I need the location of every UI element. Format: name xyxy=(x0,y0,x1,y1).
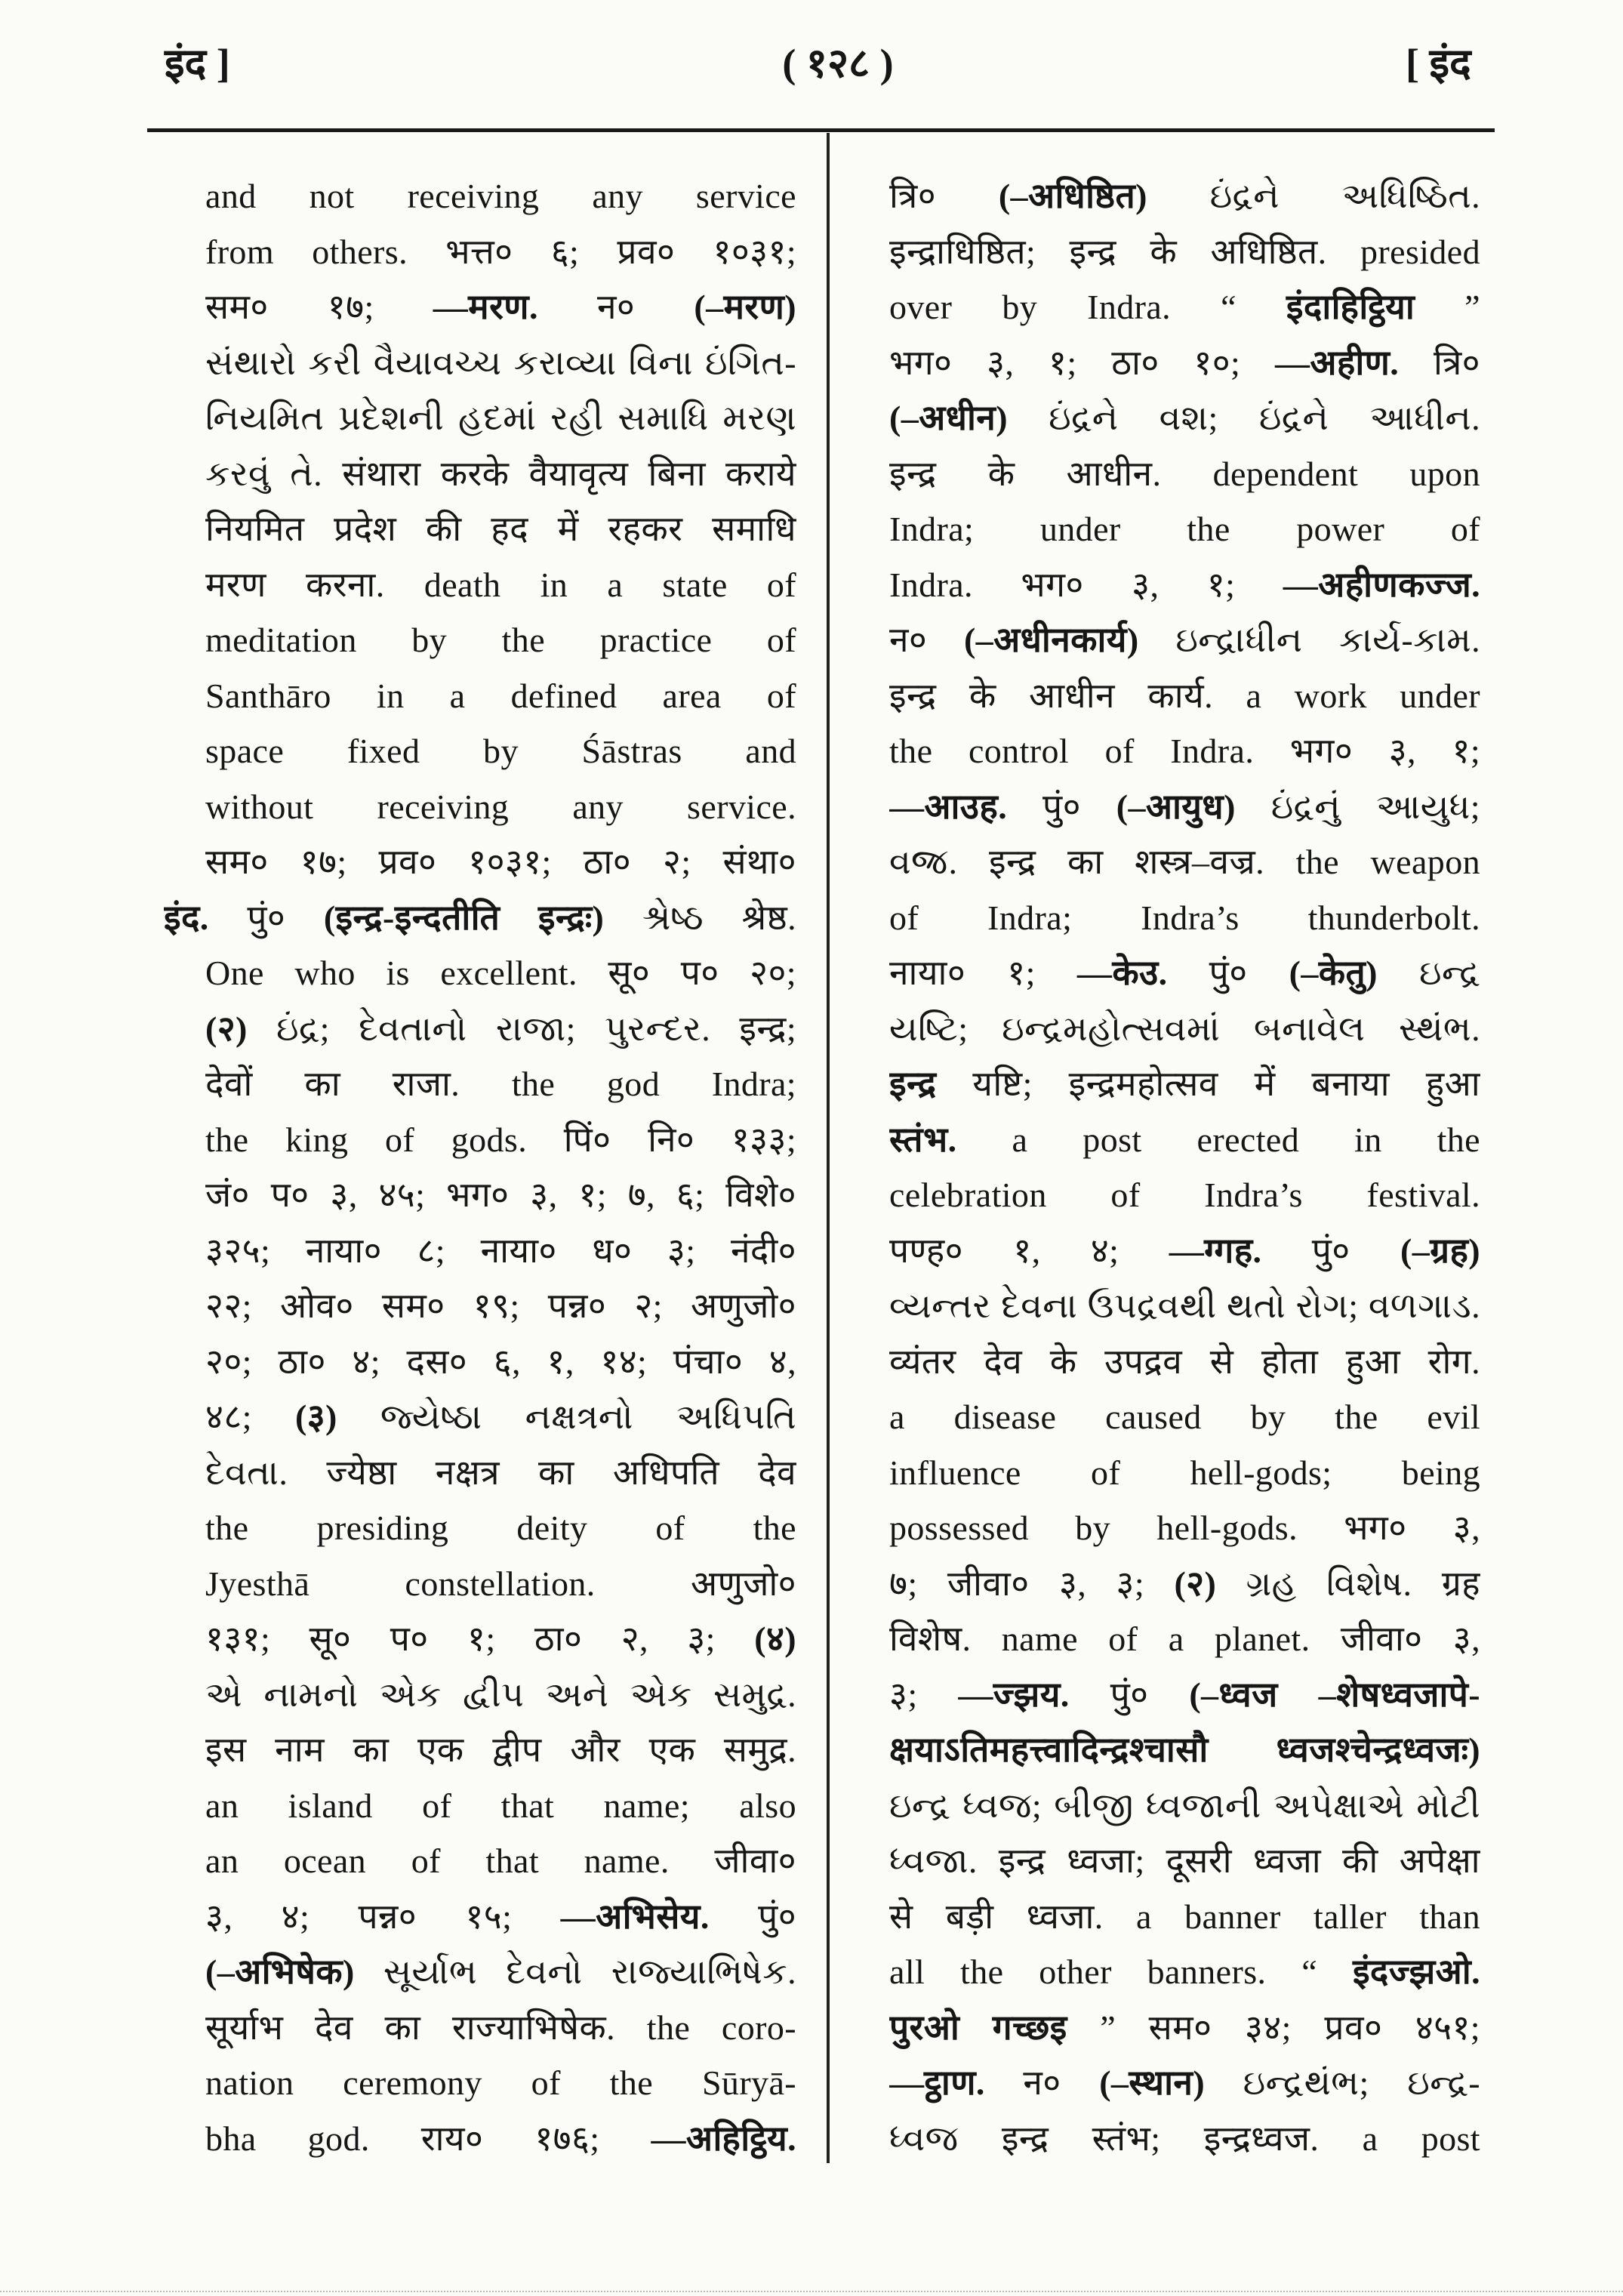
text-run: जं० प० ३, ४५; भग० ३, १; ७, ६; विशे० xyxy=(205,1176,796,1214)
text-run: २०; ठा० ४; दस० ६, १, १४; पंचा० ४, xyxy=(205,1342,796,1381)
left-column-line xyxy=(205,1944,796,2000)
text-run: पुं० xyxy=(208,898,324,937)
text-run: सूर्याभ देव का राज्याभिषेक. the coro- xyxy=(205,2008,796,2047)
right-column-line xyxy=(889,335,1480,391)
bold-text-run: —अभिसेय. xyxy=(560,1897,710,1936)
text-run: ઇંદ્ર; દેવતાનો રાજા; પુરન્દર. इन्द्र; xyxy=(247,1009,796,1048)
right-column-line xyxy=(889,1445,1480,1501)
left-column-line xyxy=(205,834,796,890)
left-column-line xyxy=(205,279,796,335)
right-column-line xyxy=(889,224,1480,280)
text-run: ७; जीवा० ३, ३; xyxy=(889,1564,1175,1603)
text-run: इन्द्राधिष्ठित; इन्द्र के अधिष्ठित. presided xyxy=(889,232,1480,271)
text-run: यष्टि; इन्द्रमहोत्सव में बनाया हुआ xyxy=(936,1065,1480,1103)
left-column-line xyxy=(205,1889,796,1945)
text-run: જ્યેષ્ઠા નક્ષત્રનો અધિપતિ xyxy=(337,1398,796,1436)
text-run: from others. भत्त० ६; प्रव० १०३१; xyxy=(205,232,796,271)
text-run: Santhāro in a defined area of xyxy=(205,676,796,715)
right-column-line xyxy=(889,1167,1480,1223)
text-run: ” xyxy=(1415,288,1480,326)
text-run: the king of gods. पिं० नि० १३३; xyxy=(205,1120,796,1159)
right-column-line xyxy=(889,557,1480,613)
text-run: Indra. भग० ३, १; xyxy=(889,565,1283,604)
left-column-line xyxy=(205,1556,796,1612)
text-run: an ocean of that name. जीवा० xyxy=(205,1841,796,1880)
left-column-line xyxy=(205,501,796,557)
text-run: ઇન્દ્ર ધ્વજ; બીજી ધ્વજાની અપેક્ષાએ મોટી xyxy=(889,1786,1480,1825)
text-run: देवों का राजा. the god Indra; xyxy=(205,1065,796,1103)
text-run: વ્યન્તર દેવના ઉપદ્રવથી થતો રોગ; વળગાડ. xyxy=(889,1287,1480,1325)
text-run: કરવું તે. संथारा करके वैयावृत्य बिना कराये xyxy=(205,454,796,493)
text-run: a post erected in the xyxy=(956,1120,1480,1159)
text-run: से बड़ी ध्वजा. a banner taller than xyxy=(889,1897,1480,1936)
right-column-line xyxy=(889,612,1480,668)
right-column-line xyxy=(889,1278,1480,1334)
bold-text-run: —ट्ठाण. xyxy=(889,2063,985,2102)
bold-text-run: इन्द्र xyxy=(889,1065,937,1103)
text-run: Indra; under the power of xyxy=(889,510,1480,548)
right-column-line xyxy=(889,1389,1480,1445)
column-divider xyxy=(827,133,830,2163)
bold-text-run: (४) xyxy=(754,1620,796,1658)
left-column-line xyxy=(205,224,796,280)
bold-text-run: (–केतु) xyxy=(1289,954,1378,992)
text-run: without receiving any service. xyxy=(205,787,796,826)
text-run: over by Indra. “ xyxy=(889,288,1286,326)
text-run: ४८; xyxy=(205,1398,295,1436)
text-run: એ નામનો એક દ્વીપ અને એક સમુદ્ર. xyxy=(205,1675,796,1714)
left-column-line xyxy=(205,2055,796,2111)
bold-text-run: इंदज्झओ. xyxy=(1352,1952,1480,1991)
left-column xyxy=(164,168,796,2166)
left-column-line xyxy=(205,446,796,502)
left-column-line xyxy=(205,168,796,224)
left-column-line xyxy=(205,1112,796,1168)
text-run: the presiding deity of the xyxy=(205,1509,796,1547)
bold-text-run: (२) xyxy=(1174,1564,1217,1603)
bold-text-run: (३) xyxy=(294,1398,337,1436)
text-run: सम० १७; xyxy=(205,288,433,326)
bold-text-run: (–मरण) xyxy=(694,288,796,326)
text-run: १३१; सू० प० १; ठा० २, ३; xyxy=(205,1620,755,1658)
bold-text-run: पुरओ गच्छइ xyxy=(889,2008,1067,2047)
right-column-line xyxy=(889,1334,1480,1390)
text-run: इन्द्र के आधीन. dependent upon xyxy=(889,454,1480,493)
right-column-line xyxy=(889,1667,1480,1723)
text-run: त्रि० xyxy=(1399,343,1480,382)
text-run: न० xyxy=(984,2063,1100,2102)
left-column-line xyxy=(205,557,796,613)
bold-text-run: —अहिट्ठिय. xyxy=(651,2119,796,2158)
bold-text-run: —अहीणकज्ज. xyxy=(1283,565,1480,604)
text-run: पुं० xyxy=(1007,787,1116,826)
text-run: યષ્ટિ; ઇન્દ્રમહોત્સવમાં બનાવેલ સ્થંભ. xyxy=(889,1009,1480,1048)
left-column-line xyxy=(164,890,796,946)
text-run: nation ceremony of the Sūryā- xyxy=(205,2063,796,2102)
left-column-line xyxy=(205,1778,796,1834)
text-run: ” सम० ३४; प्रव० ४५१; xyxy=(1067,2008,1480,2047)
left-column-line xyxy=(205,335,796,391)
text-run: इन्द्र के आधीन कार्य. a work under xyxy=(889,676,1480,715)
right-column-line xyxy=(889,779,1480,835)
right-column-line xyxy=(889,1778,1480,1834)
right-column-line xyxy=(889,168,1480,224)
right-column-line xyxy=(889,1001,1480,1057)
right-column-line xyxy=(889,1833,1480,1889)
left-column-line xyxy=(205,1667,796,1723)
bold-text-run: —अहीण. xyxy=(1274,343,1400,382)
running-head-left: इंद ] xyxy=(165,41,230,86)
text-run: ३; xyxy=(889,1675,959,1714)
bold-text-run: —ज्झय. xyxy=(958,1675,1070,1714)
bold-text-run: स्तंभ. xyxy=(889,1120,957,1159)
text-run: દેવતા. ज्येष्ठा नक्षत्र का अधिपति देव xyxy=(205,1453,796,1492)
left-column-line xyxy=(205,1334,796,1390)
right-column-line xyxy=(889,1611,1480,1667)
right-column-line xyxy=(889,945,1480,1001)
page-number: ( १२८ ) xyxy=(782,41,894,86)
bold-text-run: (–ग्रह) xyxy=(1400,1231,1480,1270)
text-run: सम० १७; प्रव० १०३१; ठा० २; संथा० xyxy=(205,843,796,881)
text-run: पुं० xyxy=(1069,1675,1190,1714)
bold-text-run: (२) xyxy=(205,1009,248,1048)
text-run: ઇન્દ્ર xyxy=(1377,954,1480,992)
text-run: पण्ह० १, ४; xyxy=(889,1231,1169,1270)
right-column-line xyxy=(889,668,1480,724)
bold-text-run: (–अधीन) xyxy=(889,399,1008,437)
bold-text-run: (–आयुध) xyxy=(1116,787,1236,826)
text-run: इस नाम का एक द्वीप और एक समुद्र. xyxy=(205,1730,796,1769)
bold-text-run: (–अधिष्ठित) xyxy=(998,177,1147,215)
left-column-line xyxy=(205,1001,796,1057)
text-run: ઇંદ્રને વશ; ઇંદ્રને આધીન. xyxy=(1007,399,1480,437)
text-run: ઇન્દ્રથંભ; ઇન્દ્ર- xyxy=(1205,2063,1480,2102)
left-column-line xyxy=(205,1500,796,1556)
left-column-line xyxy=(205,723,796,779)
right-column-line xyxy=(889,279,1480,335)
text-run: नियमित प्रदेश की हद में रहकर समाधि xyxy=(205,510,796,548)
text-run: સૂર્યાભ દેવનો રાજ્યાભિષેક. xyxy=(354,1952,796,1991)
bold-text-run: —मरण. xyxy=(433,288,538,326)
text-run: all the other banners. “ xyxy=(889,1952,1353,1991)
text-run: ३, ४; पन्न० १५; xyxy=(205,1897,561,1936)
text-run: space fixed by Śāstras and xyxy=(205,732,796,770)
text-run: સંથારો કરી વૈયાવચ્ચ કરાવ્યા વિના ઇંગિત- xyxy=(205,343,796,382)
right-column-line xyxy=(889,390,1480,446)
text-run: bha god. राय० १७६; xyxy=(205,2119,651,2158)
right-column-line xyxy=(889,1556,1480,1612)
text-run: मरण करना. death in a state of xyxy=(205,565,796,604)
bold-text-run: (–अभिषेक) xyxy=(205,1952,355,1991)
header-rule xyxy=(147,128,1495,132)
text-run: ધ્વજ इन्द्र स्तंभ; इन्द्रध्वज. a post xyxy=(889,2119,1480,2158)
left-column-line xyxy=(205,1278,796,1334)
text-run: २२; ओव० सम० १९; पन्न० २; अणुजो० xyxy=(205,1287,796,1325)
bold-text-run: इंदाहिट्ठिया xyxy=(1286,288,1415,326)
left-column-line xyxy=(205,1056,796,1112)
right-column-line xyxy=(889,1056,1480,1112)
text-run: विशेष. name of a planet. जीवा० ३, xyxy=(889,1620,1480,1658)
right-column-line xyxy=(889,834,1480,890)
left-column-line xyxy=(205,1389,796,1445)
text-run: भग० ३, १; ठा० १०; xyxy=(889,343,1275,382)
bold-text-run: (इन्द्र-इन्दतीति इन्द्रः) xyxy=(323,898,605,937)
text-run: વજ્ર. इन्द्र का शस्त्र–वज्र. the weapon xyxy=(889,843,1480,881)
right-column-line xyxy=(889,1722,1480,1778)
text-run: ઇન્દ્રાધીન કાર્ય-કામ. xyxy=(1138,621,1480,659)
running-head-right: [ इंद xyxy=(1406,41,1471,86)
text-run: न० xyxy=(889,621,964,659)
text-run: ગ્રહ વિશેષ. ग्रह xyxy=(1216,1564,1480,1603)
text-run: શ્રેષ્ઠ श्रेष्ठ. xyxy=(604,898,796,937)
left-column-line xyxy=(205,1223,796,1279)
right-column-line xyxy=(889,1889,1480,1945)
text-run: त्रि० xyxy=(889,177,999,215)
left-column-line xyxy=(205,2111,796,2167)
right-column-line xyxy=(889,1223,1480,1279)
bold-text-run: —केउ. xyxy=(1076,954,1168,992)
right-column-line xyxy=(889,446,1480,502)
right-column-line xyxy=(889,501,1480,557)
right-column-line xyxy=(889,2111,1480,2167)
left-column-line xyxy=(205,1167,796,1223)
text-run: celebration of Indra’s festival. xyxy=(889,1176,1480,1214)
bold-text-run: (–अधीनकार्य) xyxy=(963,621,1139,659)
left-column-line xyxy=(205,612,796,668)
bold-text-run: इंद. xyxy=(164,898,209,937)
left-column-line xyxy=(205,1445,796,1501)
bold-text-run: —आउह. xyxy=(889,787,1008,826)
right-column-line xyxy=(889,890,1480,946)
text-run: influence of hell-gods; being xyxy=(889,1453,1480,1492)
right-column-line xyxy=(889,2055,1480,2111)
text-run: पुं० xyxy=(709,1897,796,1936)
text-run: Jyesthā constellation. अणुजो० xyxy=(205,1564,796,1603)
text-run: of Indra; Indra’s thunderbolt. xyxy=(889,898,1480,937)
text-run: ઇંદ્રને અધિષ્ઠિત. xyxy=(1147,177,1480,215)
left-column-line xyxy=(205,945,796,1001)
text-run: नाया० १; xyxy=(889,954,1077,992)
left-column-line xyxy=(205,1722,796,1778)
text-run: पुं० xyxy=(1167,954,1289,992)
text-run: न० xyxy=(537,288,694,326)
scan-edge xyxy=(0,2291,1623,2292)
text-run: व्यंतर देव के उपद्रव से होता हुआ रोग. xyxy=(889,1342,1480,1381)
text-run: an island of that name; also xyxy=(205,1786,796,1825)
left-column-line xyxy=(205,2000,796,2056)
left-column-line xyxy=(205,779,796,835)
text-run: the control of Indra. भग० ३, १; xyxy=(889,732,1480,770)
left-column-line xyxy=(205,668,796,724)
right-column xyxy=(889,168,1480,2166)
text-run: and not receiving any service xyxy=(205,177,796,215)
text-run: ધ્વજા. इन्द्र ध्वजा; दूसरी ध्वजा की अपेक्षा xyxy=(889,1841,1480,1880)
right-column-line xyxy=(889,1112,1480,1168)
bold-text-run: (–ध्वज –शेषध्वजापे- xyxy=(1189,1675,1480,1714)
text-run: पुं० xyxy=(1261,1231,1400,1270)
text-run: possessed by hell-gods. भग० ३, xyxy=(889,1509,1480,1547)
left-column-line xyxy=(205,1833,796,1889)
bold-text-run: (–स्थान) xyxy=(1099,2063,1206,2102)
text-run: ३२५; नाया० ८; नाया० ध० ३; नंदी० xyxy=(205,1231,796,1270)
left-column-line xyxy=(205,1611,796,1667)
right-column-line xyxy=(889,1500,1480,1556)
text-run: One who is excellent. सू० प० २०; xyxy=(205,954,796,992)
left-column-line xyxy=(205,390,796,446)
text-run: a disease caused by the evil xyxy=(889,1398,1480,1436)
bold-text-run: क्षयाऽतिमहत्त्वादिन्द्रश्चासौ ध्वजश्चेन्द्रध्वजः) xyxy=(889,1730,1480,1769)
text-run: ઇંદ્રનું આયુધ; xyxy=(1235,787,1480,826)
right-column-line xyxy=(889,1944,1480,2000)
right-column-line xyxy=(889,723,1480,779)
text-run: meditation by the practice of xyxy=(205,621,796,659)
bold-text-run: —ग्गह. xyxy=(1169,1231,1262,1270)
right-column-line xyxy=(889,2000,1480,2056)
text-run: નિયમિત પ્રદેશની હદમાં રહી સમાધિ મરણ xyxy=(205,399,796,437)
